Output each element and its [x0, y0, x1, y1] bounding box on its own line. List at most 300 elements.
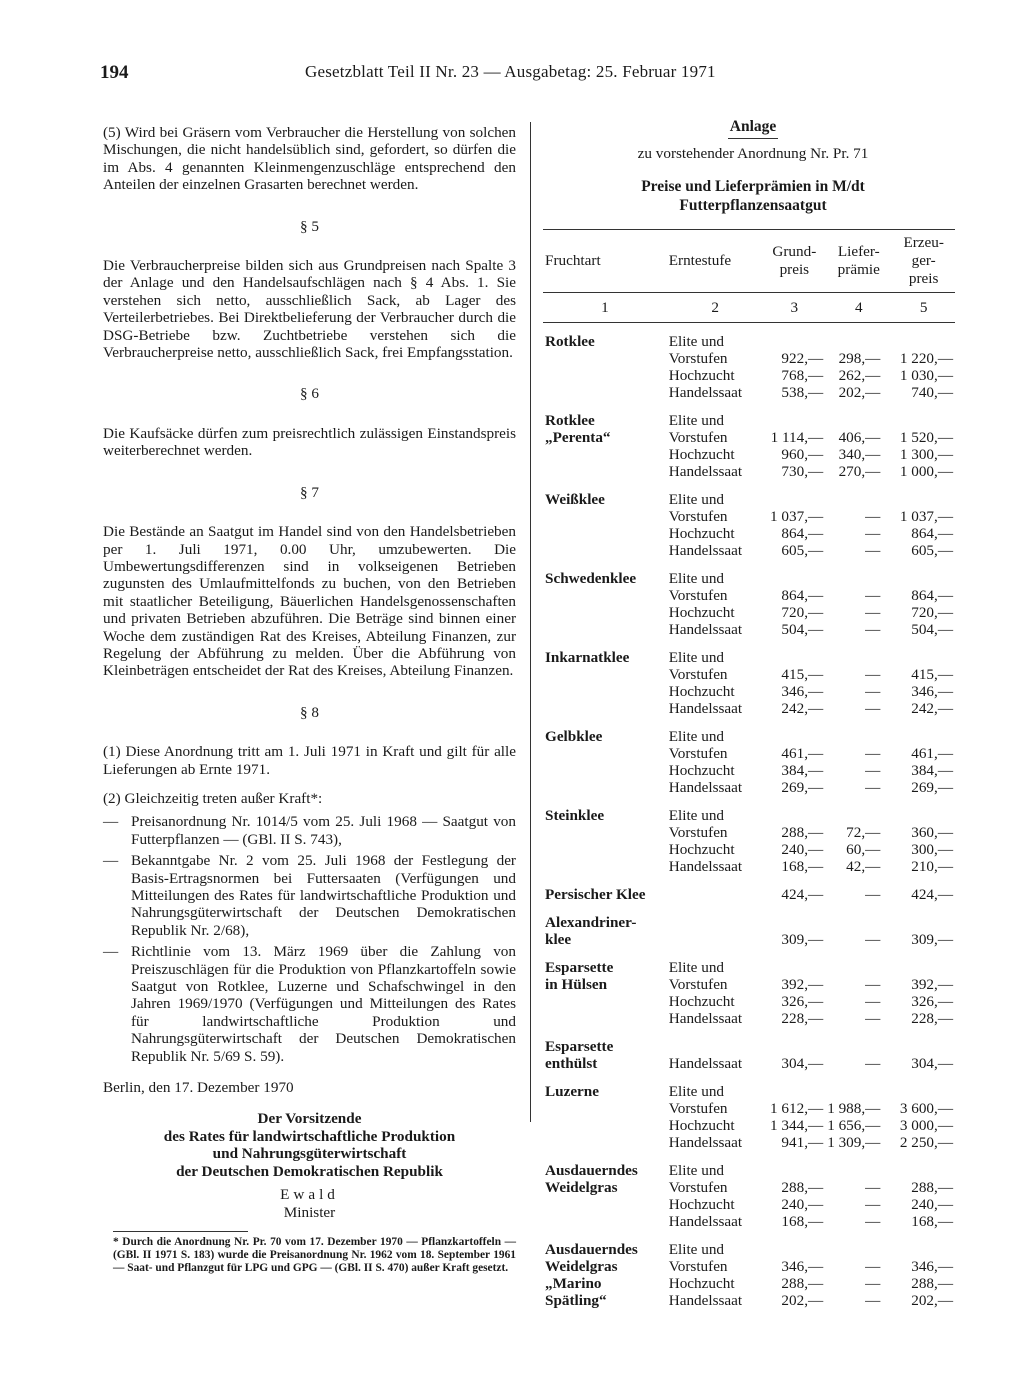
table-row [543, 948, 955, 1027]
cell-base-price-line: 720,— [781, 604, 824, 621]
cell-producer-price-line: 720,— [911, 604, 953, 621]
cell-producer-price-line: 346,— [911, 1258, 953, 1275]
cell-base-price-line [765, 914, 823, 931]
cell-producer-price-line [894, 333, 953, 350]
cell-stage-line: Hochzucht [668, 1275, 735, 1292]
cell-producer-price [892, 875, 955, 903]
cell-stage-line: Elite und [668, 1241, 725, 1258]
cell-stage-line: Hochzucht [668, 604, 735, 621]
cell-stage-line: Hochzucht [668, 993, 735, 1010]
cell-base-price [763, 1230, 825, 1309]
cell-crop-line: Inkarnatklee [545, 649, 630, 666]
cell-producer-price-line: 864,— [911, 587, 953, 604]
cell-stage [667, 638, 764, 717]
cell-producer-price-line: 326,— [911, 993, 953, 1010]
cell-stage-line: Handelssaat [668, 1213, 743, 1230]
cell-bonus-line [827, 807, 890, 824]
cell-base-price-line: 538,— [781, 384, 824, 401]
cell-base-price-line: 1 344,— [770, 1117, 824, 1134]
column-number: 2 [667, 293, 764, 323]
cell-producer-price-line [894, 491, 953, 508]
cell-producer-price-line [894, 649, 953, 666]
cell-producer-price [892, 796, 955, 875]
repeal-item [103, 943, 516, 1065]
cell-bonus-line: — [865, 1213, 881, 1230]
cell-bonus-line: — [865, 587, 881, 604]
page-number: 194 [100, 62, 129, 83]
cell-bonus [825, 480, 892, 559]
table-title [543, 177, 963, 215]
cell-stage-line: Elite und [668, 959, 725, 976]
section-7-heading: § 7 [300, 483, 319, 501]
cell-producer-price-line [894, 1241, 953, 1258]
cell-bonus-line: — [865, 993, 881, 1010]
cell-bonus [825, 559, 892, 638]
cell-producer-price-line [894, 959, 953, 976]
cell-producer-price-line: 2 250,— [899, 1134, 953, 1151]
cell-stage-line: Handelssaat [668, 858, 743, 875]
price-table [543, 229, 955, 1309]
header-line: prämie [837, 261, 880, 278]
cell-bonus-line [827, 333, 890, 350]
cell-producer-price-line: 740,— [911, 384, 953, 401]
footnote: * Durch die Anordnung Nr. Pr. 70 vom 17. Dezember 1970 — Pflanzkartoffeln — (GBl. II 1971 S. 183) wurde die Preisanordnung Nr. 1962 vom 18. September 1961 — Saat- und Pflanzgut für LPG und GPG — (GBl. II S. 470) außer Kraft gesetzt. [113, 1235, 516, 1274]
cell-stage-line: Hochzucht [668, 841, 735, 858]
signer-title: Minister [283, 1203, 336, 1221]
cell-stage-line [669, 886, 762, 903]
cell-producer-price-line: 242,— [911, 700, 953, 717]
column-number-row [543, 293, 955, 323]
cell-stage [667, 401, 764, 480]
price-table-body [543, 323, 955, 1310]
table-row [543, 1151, 955, 1230]
cell-crop-line: „Marino [545, 1275, 602, 1292]
cell-base-price-line: 288,— [781, 1179, 824, 1196]
cell-bonus-line: 298,— [838, 350, 881, 367]
col-header-crop: Fruchtart [543, 230, 667, 293]
table-row [543, 1230, 955, 1309]
cell-bonus [825, 1072, 892, 1151]
cell-base-price-line [765, 649, 823, 666]
cell-producer-price-line: 605,— [911, 542, 953, 559]
cell-stage-line: Hochzucht [668, 1196, 735, 1213]
cell-base-price-line: 346,— [781, 683, 824, 700]
signer [103, 1186, 516, 1221]
cell-producer-price-line: 384,— [911, 762, 953, 779]
bullet-dash: — [103, 943, 119, 961]
cell-bonus-line: 42,— [846, 858, 881, 875]
section-8-heading: § 8 [300, 703, 319, 721]
cell-producer-price-line: 269,— [911, 779, 953, 796]
cell-producer-price-line: 461,— [911, 745, 953, 762]
section-5-text: Die Verbraucherpreise bilden sich aus Grundpreisen nach Spalte 3 der Anlage und den Handelsaufschlägen nach § 4 Abs. 1. Sie verstehen sich netto, ausschließlich Sack, ab Lager des Verteilerbetriebes. Bei Direktbelieferung der Verbraucher durch die DSG-Betriebe bzw. Zuchtbetriebe verstehen sich die Verbraucherpreise netto, ausschließlich Sack, frei Empfangsstation. [103, 257, 516, 362]
signature-block [103, 1110, 516, 1180]
cell-stage-line: Vorstufen [668, 429, 728, 446]
cell-bonus [825, 948, 892, 1027]
cell-stage-line: Hochzucht [668, 683, 735, 700]
cell-stage [667, 1072, 764, 1151]
cell-producer-price-line: 424,— [911, 886, 953, 903]
cell-crop-line: Steinklee [545, 807, 605, 824]
cell-stage-line: Hochzucht [668, 367, 735, 384]
cell-bonus-line [827, 1241, 890, 1258]
section-8-paragraph-2: (2) Gleichzeitig treten außer Kraft*: [103, 789, 323, 807]
cell-crop-line: Ausdauerndes [545, 1162, 638, 1179]
cell-base-price [763, 796, 825, 875]
table-row [543, 323, 955, 402]
cell-bonus-line [827, 1162, 890, 1179]
cell-bonus-line: — [865, 666, 881, 683]
table-row [543, 480, 955, 559]
col-header-producer-price [892, 230, 955, 293]
cell-crop [543, 480, 667, 559]
table-row [543, 1072, 955, 1151]
cell-base-price [763, 948, 825, 1027]
cell-bonus-line: — [865, 1010, 881, 1027]
cell-producer-price [892, 401, 955, 480]
cell-base-price-line: 461,— [781, 745, 824, 762]
cell-stage [667, 796, 764, 875]
cell-producer-price-line: 3 000,— [899, 1117, 953, 1134]
repeal-item [103, 852, 516, 939]
cell-crop [543, 638, 667, 717]
cell-bonus [825, 323, 892, 402]
cell-stage-line: Handelssaat [668, 384, 743, 401]
cell-stage-line: Handelssaat [668, 463, 743, 480]
cell-base-price [763, 323, 825, 402]
cell-crop [543, 401, 667, 480]
cell-crop [543, 1230, 667, 1309]
left-column [103, 124, 516, 1275]
header-line: Erzeu- [903, 234, 944, 251]
cell-base-price-line: 605,— [781, 542, 824, 559]
signature-line: des Rates für landwirtschaftliche Produktion [163, 1127, 456, 1145]
cell-bonus-line: — [865, 886, 881, 903]
cell-crop-line: Ausdauerndes [545, 1241, 638, 1258]
cell-producer-price-line: 3 600,— [899, 1100, 953, 1117]
cell-base-price-line: 384,— [781, 762, 824, 779]
cell-producer-price-line: 210,— [911, 858, 953, 875]
cell-stage-line: Elite und [668, 649, 725, 666]
cell-crop [543, 1027, 667, 1072]
cell-base-price [763, 903, 825, 948]
cell-bonus [825, 717, 892, 796]
cell-crop [543, 948, 667, 1027]
cell-bonus [825, 401, 892, 480]
cell-producer-price [892, 638, 955, 717]
repeal-item-text: Preisanordnung Nr. 1014/5 vom 25. Juli 1968 — Saatgut von Futterpflanzen — (GBl. II S. 743), [131, 813, 516, 848]
cell-stage-line: Vorstufen [668, 1179, 728, 1196]
cell-bonus-line [827, 914, 890, 931]
header-line: Liefer- [837, 243, 880, 260]
cell-producer-price-line: 1 037,— [899, 508, 953, 525]
cell-producer-price-line: 1 300,— [899, 446, 953, 463]
cell-producer-price-line: 504,— [911, 621, 953, 638]
cell-producer-price-line [894, 412, 953, 429]
cell-base-price-line: 922,— [781, 350, 824, 367]
cell-crop-line: Esparsette [545, 959, 614, 976]
cell-base-price-line: 304,— [781, 1055, 824, 1072]
cell-stage-line: Handelssaat [668, 1134, 743, 1151]
cell-producer-price-line [894, 807, 953, 824]
cell-bonus-line: — [865, 700, 881, 717]
table-row [543, 796, 955, 875]
cell-crop-line: Weißklee [545, 491, 605, 508]
cell-base-price-line: 309,— [781, 931, 824, 948]
bullet-dash: — [103, 852, 119, 870]
cell-bonus-line: 1 309,— [827, 1134, 881, 1151]
cell-producer-price-line: 1 220,— [899, 350, 953, 367]
cell-stage-line: Elite und [668, 412, 725, 429]
cell-bonus-line [827, 570, 890, 587]
column-number: 3 [763, 293, 825, 323]
cell-stage-line: Handelssaat [668, 621, 743, 638]
cell-bonus-line: 60,— [846, 841, 881, 858]
cell-base-price-line: 504,— [781, 621, 824, 638]
cell-stage-line: Elite und [668, 491, 725, 508]
cell-base-price [763, 638, 825, 717]
cell-stage-line: Vorstufen [668, 976, 728, 993]
cell-stage [667, 1230, 764, 1309]
section-8-paragraph-1: (1) Diese Anordnung tritt am 1. Juli 1971 in Kraft und gilt für alle Lieferungen ab Ernte 1971. [103, 743, 516, 778]
signature-line: der Deutschen Demokratischen Republik [176, 1162, 443, 1180]
cell-stage-line: Vorstufen [668, 666, 728, 683]
cell-stage-line: Handelssaat [668, 700, 743, 717]
cell-stage-line: Vorstufen [668, 1258, 728, 1275]
cell-producer-price-line: 415,— [911, 666, 953, 683]
cell-bonus-line: — [865, 1179, 881, 1196]
annex-title-underline [728, 138, 778, 139]
cell-base-price [763, 559, 825, 638]
col-header-stage: Erntestufe [667, 230, 764, 293]
repeal-item-text: Bekanntgabe Nr. 2 vom 25. Juli 1968 der Festlegung der Basis-Ertragsnormen bei Futtersaaten (Verfügungen und Mitteilungen des Rates für landwirtschaftliche Produktion und Nahrungsgüterwirtschaft der Deutschen Demokratischen Republik Nr. 2/68), [131, 852, 516, 939]
header-line: ger- [911, 252, 936, 269]
cell-base-price-line: 242,— [781, 700, 824, 717]
cell-crop-line: „Perenta“ [545, 429, 611, 446]
cell-stage-line: Elite und [668, 1162, 725, 1179]
cell-stage-line [669, 931, 762, 948]
annex-title: Anlage [729, 118, 777, 135]
cell-bonus-line: — [865, 1292, 881, 1309]
cell-base-price-line: 288,— [781, 824, 824, 841]
cell-base-price-line [765, 728, 823, 745]
cell-base-price-line: 346,— [781, 1258, 824, 1275]
cell-stage-line: Elite und [668, 807, 725, 824]
cell-base-price-line: 1 037,— [770, 508, 824, 525]
cell-producer-price-line: 346,— [911, 683, 953, 700]
cell-crop-line: Weidelgras [545, 1258, 618, 1275]
cell-bonus-line [827, 728, 890, 745]
cell-base-price-line [765, 807, 823, 824]
cell-stage [667, 480, 764, 559]
cell-base-price-line: 240,— [781, 1196, 824, 1213]
table-title-line: Futterpflanzensaatgut [679, 197, 827, 214]
cell-base-price-line [765, 412, 823, 429]
cell-crop [543, 717, 667, 796]
cell-stage-line: Elite und [668, 570, 725, 587]
cell-base-price-line: 1 114,— [770, 429, 824, 446]
cell-producer-price-line: 228,— [911, 1010, 953, 1027]
cell-stage-line [669, 1038, 762, 1055]
cell-producer-price-line [894, 570, 953, 587]
cell-producer-price [892, 323, 955, 402]
cell-base-price-line: 288,— [781, 1275, 824, 1292]
cell-producer-price [892, 1230, 955, 1309]
cell-stage [667, 559, 764, 638]
cell-bonus-line: — [865, 976, 881, 993]
cell-base-price-line [765, 1038, 823, 1055]
cell-bonus-line: — [865, 604, 881, 621]
cell-producer-price-line: 288,— [911, 1275, 953, 1292]
cell-base-price-line [765, 491, 823, 508]
table-row [543, 903, 955, 948]
cell-bonus-line: — [865, 542, 881, 559]
section-6-heading: § 6 [300, 385, 319, 403]
cell-base-price-line: 168,— [781, 1213, 824, 1230]
column-number: 4 [825, 293, 892, 323]
cell-base-price-line: 202,— [781, 1292, 824, 1309]
cell-producer-price-line: 300,— [911, 841, 953, 858]
cell-bonus [825, 1027, 892, 1072]
cell-bonus-line [827, 412, 890, 429]
cell-stage-line: Handelssaat [668, 542, 743, 559]
cell-bonus-line [827, 649, 890, 666]
cell-bonus-line: 202,— [838, 384, 881, 401]
cell-base-price [763, 717, 825, 796]
cell-bonus-line: — [865, 1258, 881, 1275]
cell-bonus-line: 1 656,— [827, 1117, 881, 1134]
cell-base-price-line: 864,— [781, 587, 824, 604]
cell-stage-line: Vorstufen [668, 824, 728, 841]
cell-crop-line: Rotklee [545, 333, 595, 350]
cell-producer-price-line: 1 000,— [899, 463, 953, 480]
cell-bonus-line: — [865, 931, 881, 948]
cell-stage-line: Handelssaat [668, 779, 743, 796]
cell-base-price [763, 1151, 825, 1230]
cell-bonus-line: — [865, 745, 881, 762]
cell-base-price-line [765, 959, 823, 976]
cell-crop-line: Weidelgras [545, 1179, 618, 1196]
cell-producer-price [892, 1027, 955, 1072]
cell-producer-price [892, 717, 955, 796]
signature-line: und Nahrungsgüterwirtschaft [212, 1145, 407, 1163]
cell-bonus [825, 1230, 892, 1309]
cell-stage [667, 1027, 764, 1072]
cell-crop-line: enthülst [545, 1055, 598, 1072]
cell-base-price [763, 875, 825, 903]
cell-bonus [825, 875, 892, 903]
cell-bonus-line: 1 988,— [827, 1100, 881, 1117]
cell-crop [543, 903, 667, 948]
cell-stage [667, 875, 764, 903]
cell-producer-price-line: 309,— [911, 931, 953, 948]
cell-bonus-line: 340,— [838, 446, 881, 463]
cell-producer-price-line: 304,— [911, 1055, 953, 1072]
col-header-base-price [763, 230, 825, 293]
cell-crop-line: Schwedenklee [545, 570, 637, 587]
cell-bonus-line [827, 1038, 890, 1055]
cell-crop-line: Alexandriner- [545, 914, 637, 931]
header-line: preis [908, 270, 939, 287]
running-head: Gesetzblatt Teil II Nr. 23 — Ausgabetag: 25. Februar 1971 [305, 62, 716, 81]
cell-bonus-line: 270,— [838, 463, 881, 480]
cell-crop-line: Luzerne [545, 1083, 599, 1100]
cell-bonus-line [827, 491, 890, 508]
cell-producer-price-line: 202,— [911, 1292, 953, 1309]
signature-line: Der Vorsitzende [257, 1110, 362, 1128]
cell-producer-price [892, 1151, 955, 1230]
cell-stage [667, 903, 764, 948]
cell-crop [543, 1072, 667, 1151]
cell-base-price-line: 1 612,— [770, 1100, 824, 1117]
cell-bonus-line [827, 1083, 890, 1100]
footnote-divider [113, 1231, 248, 1232]
cell-base-price-line: 864,— [781, 525, 824, 542]
header-line: Grund- [772, 243, 817, 260]
cell-crop [543, 875, 667, 903]
cell-stage [667, 323, 764, 402]
table-title-line: Preise und Lieferprämien in M/dt [641, 178, 865, 195]
cell-base-price-line: 768,— [781, 367, 824, 384]
cell-producer-price-line: 864,— [911, 525, 953, 542]
cell-stage-line: Vorstufen [668, 587, 728, 604]
cell-crop-line: Esparsette [545, 1038, 614, 1055]
cell-stage-line: Vorstufen [668, 508, 728, 525]
cell-producer-price-line: 1 520,— [899, 429, 953, 446]
cell-crop [543, 323, 667, 402]
signer-name: Ewald [280, 1186, 339, 1204]
cell-base-price-line: 960,— [781, 446, 824, 463]
cell-producer-price-line: 168,— [911, 1213, 953, 1230]
cell-crop [543, 559, 667, 638]
table-row [543, 1027, 955, 1072]
cell-producer-price [892, 559, 955, 638]
cell-stage-line: Handelssaat [668, 1010, 743, 1027]
cell-crop-line: klee [545, 931, 572, 948]
cell-stage-line: Hochzucht [668, 1117, 735, 1134]
cell-bonus-line: — [865, 779, 881, 796]
place-date: Berlin, den 17. Dezember 1970 [103, 1079, 294, 1097]
cell-crop-line: in Hülsen [545, 976, 608, 993]
cell-base-price-line: 269,— [781, 779, 824, 796]
cell-producer-price [892, 480, 955, 559]
cell-base-price-line [765, 1241, 823, 1258]
cell-stage [667, 948, 764, 1027]
cell-crop [543, 1151, 667, 1230]
cell-base-price-line [765, 1083, 823, 1100]
cell-stage-line: Hochzucht [668, 762, 735, 779]
table-row [543, 559, 955, 638]
cell-stage-line: Handelssaat [668, 1055, 743, 1072]
annex-subtitle: zu vorstehender Anordnung Nr. Pr. 71 [637, 145, 869, 162]
table-row [543, 875, 955, 903]
cell-base-price-line [765, 333, 823, 350]
cell-bonus [825, 903, 892, 948]
table-row [543, 638, 955, 717]
cell-bonus-line: — [865, 683, 881, 700]
cell-base-price [763, 401, 825, 480]
cell-bonus [825, 1151, 892, 1230]
cell-stage-line: Vorstufen [668, 1100, 728, 1117]
right-column [543, 118, 963, 1309]
cell-producer-price-line: 360,— [911, 824, 953, 841]
cell-producer-price-line [894, 1162, 953, 1179]
cell-base-price [763, 1072, 825, 1151]
table-header-row [543, 230, 955, 293]
cell-bonus-line: 72,— [846, 824, 881, 841]
column-number: 5 [892, 293, 955, 323]
cell-crop-line: Spätling“ [545, 1292, 607, 1309]
